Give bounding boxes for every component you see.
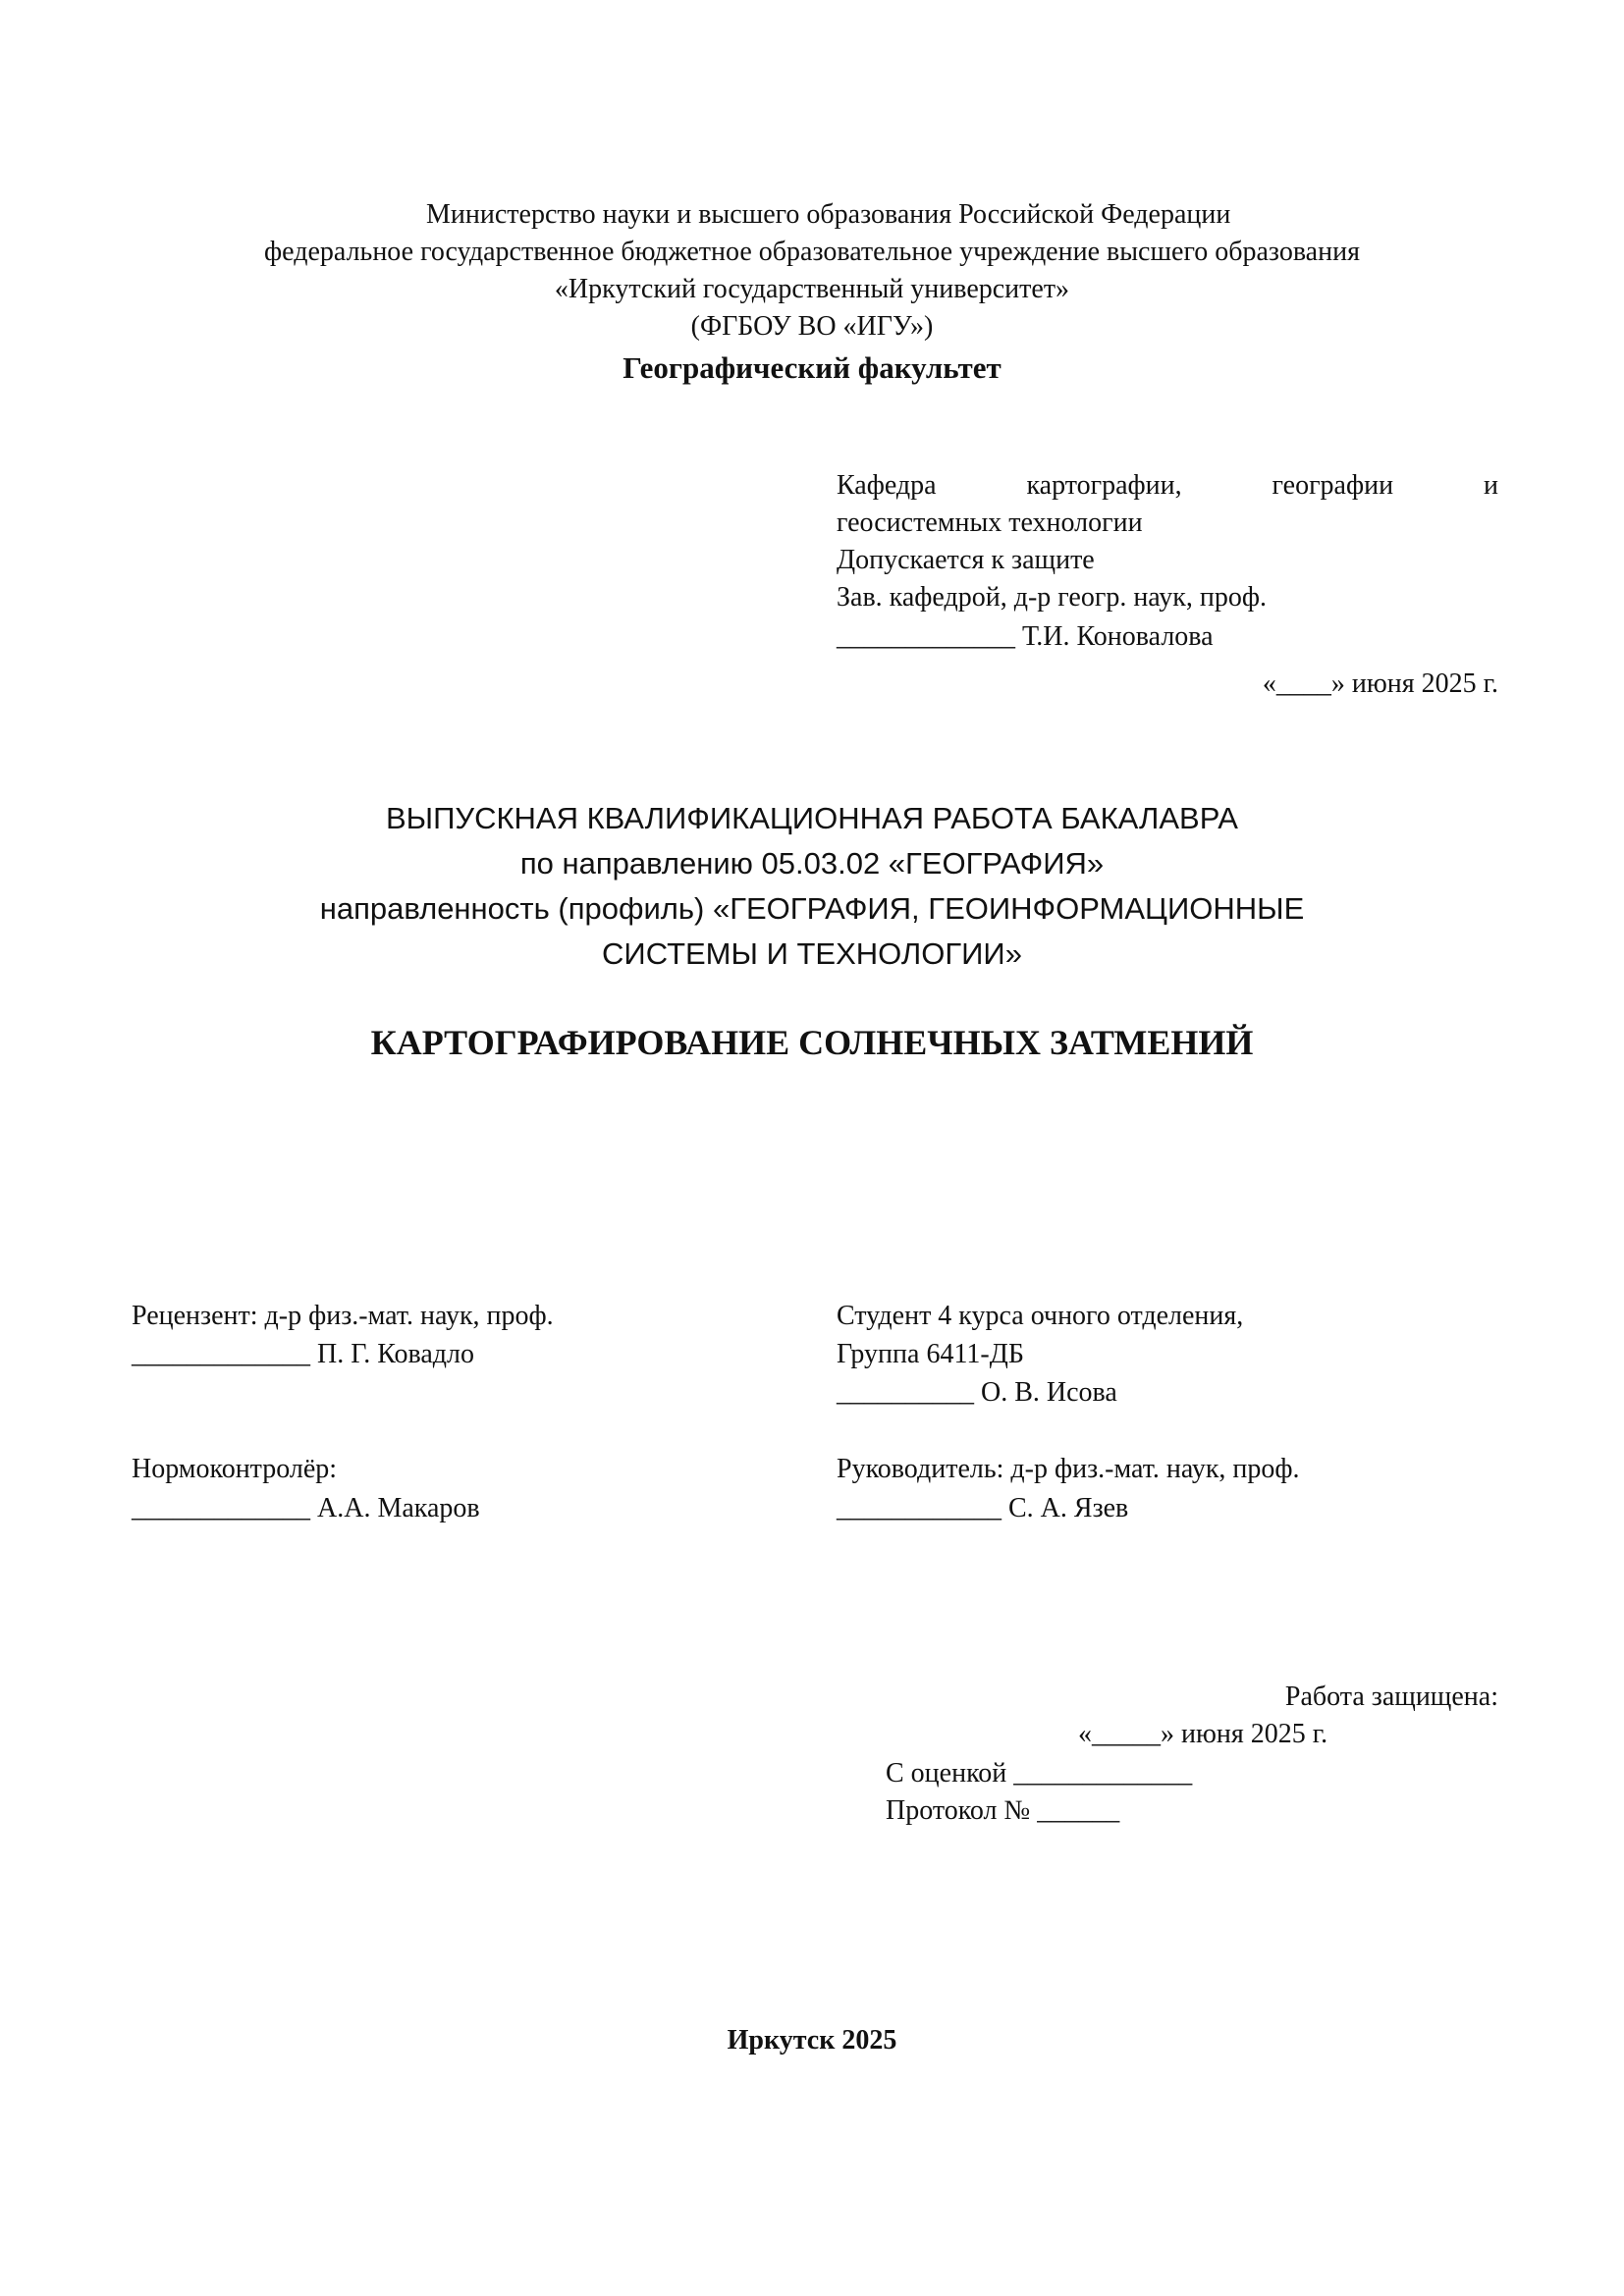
supervisor-title: Руководитель: д-р физ.-мат. наук, проф. <box>837 1454 1300 1484</box>
student-signature: __________ О. В. Исова <box>837 1377 1117 1408</box>
defense-protocol-line: Протокол № ______ <box>886 1795 1120 1826</box>
admission-date-line: «____» июня 2025 г. <box>1262 668 1498 699</box>
normcontrol-signature: _____________ А.А. Макаров <box>132 1493 480 1523</box>
department-word: географии <box>1272 470 1394 501</box>
defense-protected-line: Работа защищена: <box>1284 1682 1498 1712</box>
reviewer-signature: _____________ П. Г. Ковадло <box>132 1339 475 1369</box>
institution-type-line: федеральное государственное бюджетное образовательное учреждение высшего образования <box>264 237 1360 267</box>
thesis-title: КАРТОГРАФИРОВАНИЕ СОЛНЕЧНЫХ ЗАТМЕНИЙ <box>370 1023 1254 1062</box>
department-word: и <box>1484 470 1498 501</box>
abbreviation-line: (ФГБОУ ВО «ИГУ») <box>690 311 934 342</box>
defense-date-line: «_____» июня 2025 г. <box>1078 1719 1328 1749</box>
head-title-line: Зав. кафедрой, д-р геогр. наук, проф. <box>837 582 1268 613</box>
ministry-line: Министерство науки и высшего образования Российской Федерации <box>426 199 1231 230</box>
profile-line-2: СИСТЕМЫ И ТЕХНОЛОГИИ» <box>602 936 1022 971</box>
normcontrol-title: Нормоконтролёр: <box>132 1454 338 1484</box>
profile-line-1: направленность (профиль) «ГЕОГРАФИЯ, ГЕОИНФОРМАЦИОННЫЕ <box>319 891 1305 926</box>
department-line-2: геосистемных технологии <box>837 507 1143 538</box>
department-word: Кафедра <box>837 470 937 501</box>
direction-line: по направлению 05.03.02 «ГЕОГРАФИЯ» <box>519 846 1105 881</box>
student-group: Группа 6411-ДБ <box>837 1339 1024 1369</box>
university-line: «Иркутский государственный университет» <box>554 274 1070 304</box>
defense-grade-line: С оценкой _____________ <box>886 1758 1193 1789</box>
city-year: Иркутск 2025 <box>727 2025 897 2056</box>
admission-line: Допускается к защите <box>837 545 1095 575</box>
reviewer-title: Рецензент: д-р физ.-мат. наук, проф. <box>132 1301 554 1331</box>
department-word: картографии, <box>1026 470 1182 501</box>
student-title: Студент 4 курса очного отделения, <box>837 1301 1244 1331</box>
faculty-line: Географический факультет <box>623 350 1001 385</box>
head-signature-line: _____________ Т.И. Коновалова <box>837 621 1214 652</box>
work-type-line: ВЫПУСКНАЯ КВАЛИФИКАЦИОННАЯ РАБОТА БАКАЛАВРА <box>386 801 1238 835</box>
supervisor-signature: ____________ С. А. Язев <box>837 1493 1129 1523</box>
department-line-1 <box>837 467 1498 505</box>
